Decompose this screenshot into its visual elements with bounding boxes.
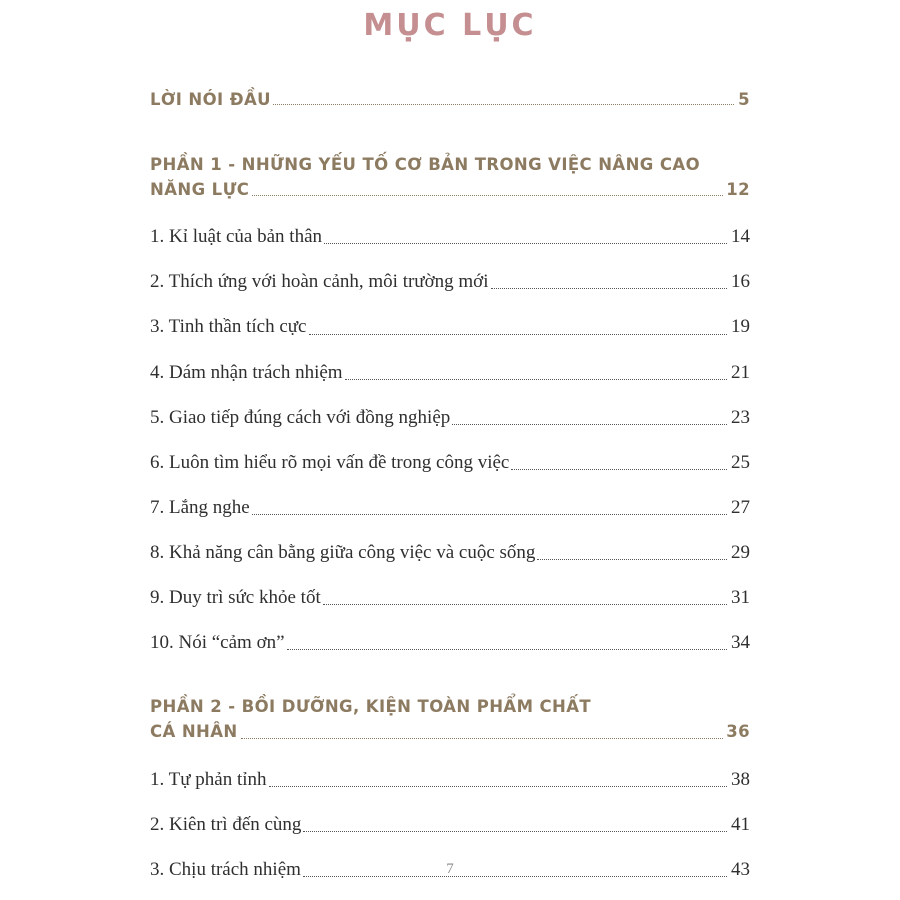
toc-leader-dots	[323, 603, 727, 605]
toc-entry[interactable]	[150, 812, 750, 837]
toc-entry-label: 2. Kiên trì đến cùng	[150, 813, 302, 835]
toc-entry-page: 36	[726, 721, 750, 741]
toc-entry-page: 16	[731, 271, 750, 293]
toc-entry-label: 9. Duy trì sức khỏe tốt	[150, 586, 321, 608]
table-of-contents	[150, 89, 750, 882]
toc-entry-label-line1: PHẦN 2 - BỒI DƯỠNG, KIỆN TOÀN PHẨM CHẤT	[150, 697, 592, 717]
section-spacer	[150, 675, 750, 695]
toc-entry-label-line2: NĂNG LỰC	[150, 179, 250, 199]
toc-entry[interactable]	[150, 405, 750, 430]
toc-leader-dots	[241, 737, 724, 739]
toc-leader-dots	[345, 378, 727, 380]
toc-entry-page: 14	[731, 226, 750, 248]
toc-entry[interactable]	[150, 767, 750, 792]
toc-entry[interactable]	[150, 224, 750, 249]
toc-entry-line2-row	[150, 178, 750, 203]
toc-entry-line2-row	[150, 720, 750, 745]
toc-leader-dots	[303, 830, 727, 832]
toc-entry-page: 43	[731, 858, 750, 880]
toc-entry-page: 19	[731, 316, 750, 338]
toc-leader-dots	[269, 785, 727, 787]
toc-entry-page: 38	[731, 768, 750, 790]
toc-entry-page: 5	[738, 90, 750, 109]
toc-entry-heading[interactable]	[150, 89, 750, 111]
toc-entry-page: 23	[731, 406, 750, 428]
toc-leader-dots	[252, 513, 727, 515]
toc-leader-dots	[273, 103, 734, 105]
toc-entry-page: 27	[731, 496, 750, 518]
toc-entry-label: 1. Kỉ luật của bản thân	[150, 226, 323, 248]
toc-entry-page: 12	[726, 179, 750, 199]
toc-leader-dots	[452, 423, 727, 425]
toc-entry-section-heading[interactable]	[150, 153, 750, 203]
toc-entry-label: 2. Thích ứng với hoàn cảnh, môi trường mới	[150, 271, 489, 293]
section-spacer	[150, 133, 750, 153]
toc-entry[interactable]	[150, 585, 750, 610]
toc-entry-label: 3. Tinh thần tích cực	[150, 316, 307, 338]
toc-leader-dots	[511, 468, 727, 470]
toc-entry-label: 6. Luôn tìm hiểu rõ mọi vấn đề trong công việc	[150, 451, 510, 473]
toc-entry[interactable]	[150, 360, 750, 385]
toc-leader-dots	[309, 333, 728, 335]
toc-entry-page: 31	[731, 586, 750, 608]
toc-entry-page: 21	[731, 361, 750, 383]
toc-entry-page: 25	[731, 451, 750, 473]
toc-leader-dots	[252, 194, 723, 196]
toc-leader-dots	[491, 287, 727, 289]
toc-entry-label: LỜI NÓI ĐẦU	[150, 90, 271, 109]
toc-entry-label-line2: CÁ NHÂN	[150, 721, 238, 741]
toc-entry-label-line1: PHẦN 1 - NHỮNG YẾU TỐ CƠ BẢN TRONG VIỆC NÂNG CAO	[150, 154, 700, 174]
toc-leader-dots	[324, 242, 727, 244]
toc-entry-page: 34	[731, 631, 750, 653]
page-number: 7	[446, 861, 454, 877]
toc-entry-label: 10. Nói “cảm ơn”	[150, 631, 285, 653]
toc-entry-page: 41	[731, 813, 750, 835]
toc-entry-label: 7. Lắng nghe	[150, 496, 250, 518]
toc-entry-label: 1. Tự phản tỉnh	[150, 768, 267, 790]
toc-leader-dots	[287, 648, 727, 650]
toc-entry[interactable]	[150, 630, 750, 655]
toc-entry[interactable]	[150, 540, 750, 565]
toc-entry-page: 29	[731, 541, 750, 563]
toc-entry-label: 8. Khả năng cân bằng giữa công việc và cuộc sống	[150, 541, 536, 563]
toc-leader-dots	[537, 558, 727, 560]
page-title: MỤC LỤC	[363, 8, 537, 43]
toc-entry-label: 4. Dám nhận trách nhiệm	[150, 361, 343, 383]
toc-entry[interactable]	[150, 495, 750, 520]
toc-entry[interactable]	[150, 450, 750, 475]
toc-entry-label: 5. Giao tiếp đúng cách với đồng nghiệp	[150, 406, 451, 428]
toc-entry[interactable]	[150, 269, 750, 294]
toc-entry[interactable]	[150, 314, 750, 339]
toc-entry-label: 3. Chịu trách nhiệm	[150, 858, 301, 880]
toc-entry-section-heading[interactable]	[150, 695, 750, 745]
